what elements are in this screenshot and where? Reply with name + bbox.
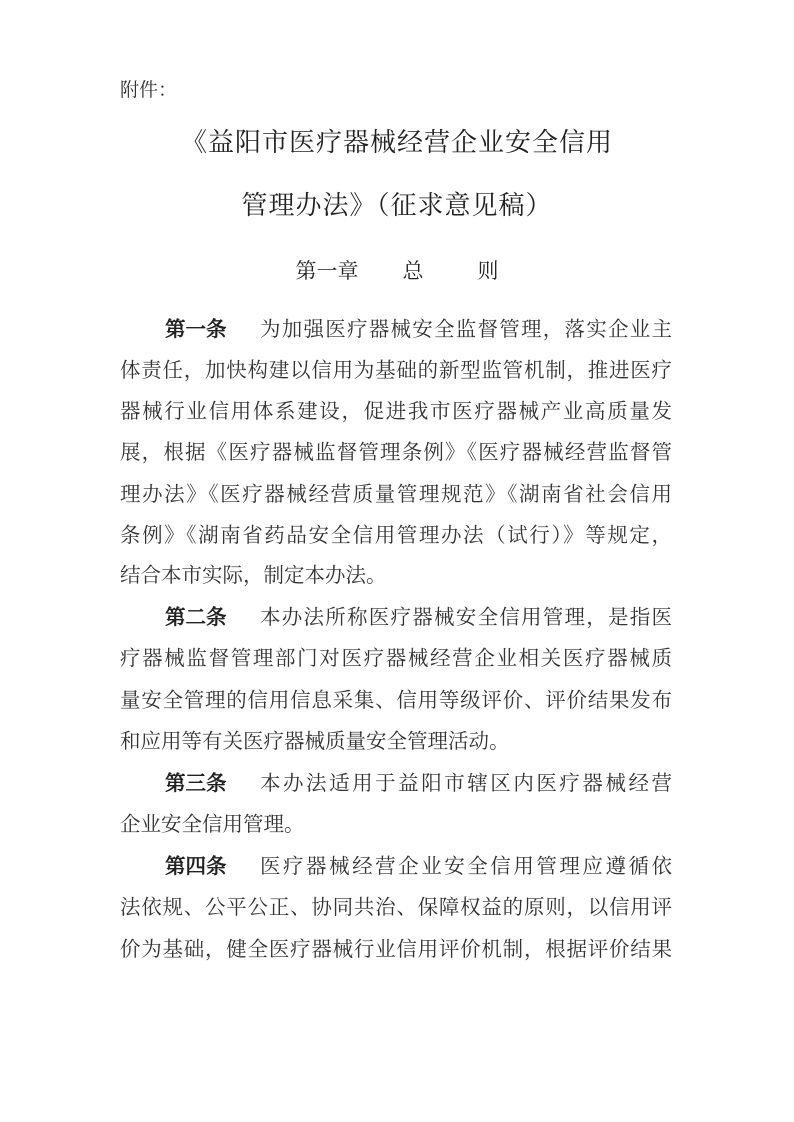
article-first-line [165, 769, 672, 797]
article-label: 第一条 [165, 317, 227, 341]
chapter-number: 第一章 [295, 259, 359, 283]
chapter-heading [0, 255, 794, 285]
chapter-name-2: 则 [477, 259, 499, 283]
article-text: 本办法适用于益阳市辖区内医疗器械经营 [260, 771, 672, 795]
article-text-line: 条例》《湖南省药品安全信用管理办法（试行）》等规定， [120, 523, 672, 547]
article-label: 第四条 [165, 854, 227, 878]
attachment-label: 附件： [120, 79, 178, 101]
article-text-line: 和应用等有关医疗器械质量安全管理活动。 [120, 729, 510, 753]
document-title-line-1: 《益阳市医疗器械经营企业安全信用 [180, 128, 613, 158]
chapter-name-1: 总 [402, 259, 424, 283]
article-text-line: 量安全管理的信用信息采集、信用等级评价、评价结果发布 [120, 688, 672, 712]
article-label: 第二条 [165, 605, 227, 629]
article-text-line: 结合本市实际，制定本办法。 [120, 563, 387, 587]
article-text-line: 展，根据《医疗器械监督管理条例》《医疗器械经营监督管 [120, 440, 672, 464]
article-text-line: 器械行业信用体系建设，促进我市医疗器械产业高质量发 [120, 399, 672, 423]
article-text-line: 价为基础，健全医疗器械行业信用评价机制，根据评价结果 [120, 937, 672, 961]
article-text-line: 法依规、公平公正、协同共治、保障权益的原则，以信用评 [120, 895, 672, 919]
article-text: 本办法所称医疗器械安全信用管理，是指医 [260, 605, 672, 629]
article-first-line [165, 852, 672, 880]
article-text-line: 疗器械监督管理部门对医疗器械经营企业相关医疗器械质 [120, 646, 672, 670]
article-first-line [165, 315, 672, 343]
article-text-line: 理办法》《医疗器械经营质量管理规范》《湖南省社会信用 [120, 482, 672, 506]
article-label: 第三条 [165, 771, 227, 795]
document-title-line-2: 管理办法》（征求意见稿） [241, 191, 553, 221]
article-text-line: 体责任，加快构建以信用为基础的新型监管机制，推进医疗 [120, 358, 672, 382]
article-text: 医疗器械经营企业安全信用管理应遵循依 [260, 854, 672, 878]
article-text: 为加强医疗器械安全监督管理，落实企业主 [260, 317, 672, 341]
article-first-line [165, 603, 672, 631]
article-text-line: 企业安全信用管理。 [120, 812, 305, 836]
